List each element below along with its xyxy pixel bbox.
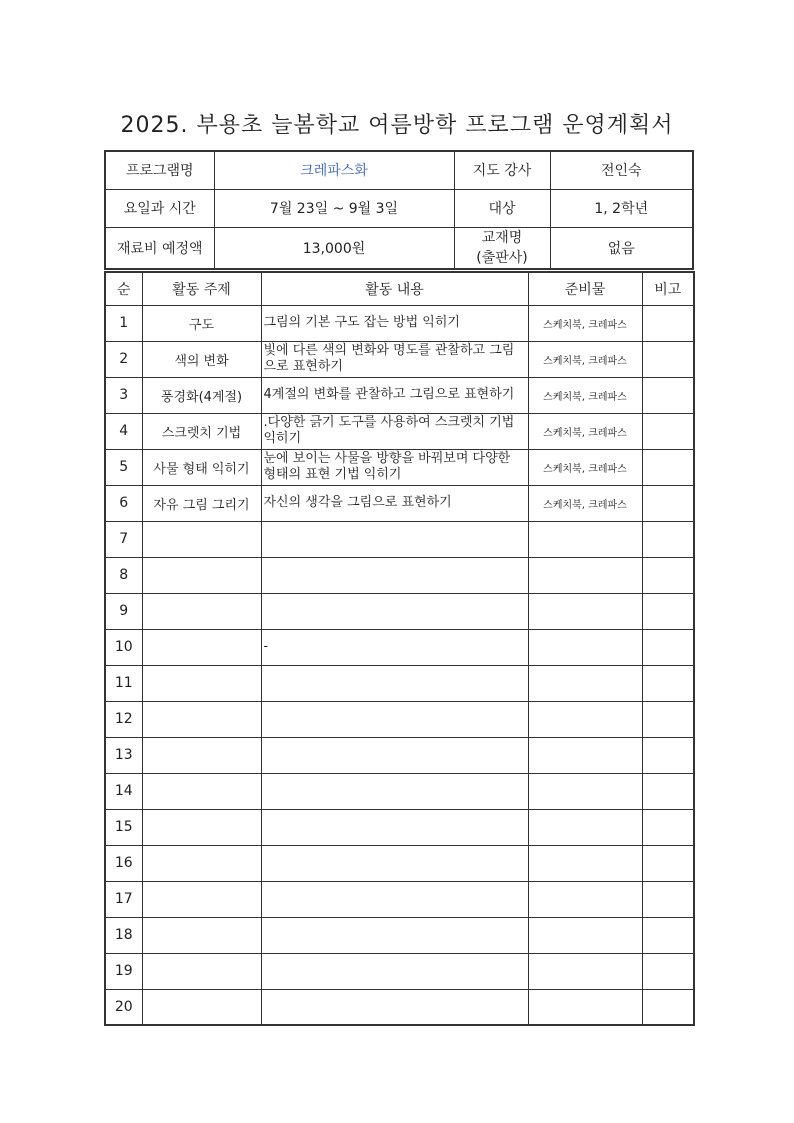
row-content bbox=[261, 773, 528, 809]
row-content: 빛에 다른 색의 변화와 명도를 관찰하고 그림으로 표현하기 bbox=[261, 341, 528, 377]
row-prep bbox=[528, 557, 642, 593]
table-row bbox=[105, 413, 694, 449]
row-topic bbox=[142, 845, 261, 881]
table-row bbox=[105, 881, 694, 917]
row-topic bbox=[142, 809, 261, 845]
row-prep bbox=[528, 845, 642, 881]
row-prep bbox=[528, 665, 642, 701]
row-prep bbox=[528, 809, 642, 845]
row-number: 6 bbox=[105, 485, 142, 521]
row-note bbox=[642, 305, 694, 341]
row-content bbox=[261, 953, 528, 989]
row-content bbox=[261, 593, 528, 629]
row-note bbox=[642, 953, 694, 989]
row-number: 11 bbox=[105, 665, 142, 701]
table-row bbox=[105, 665, 694, 701]
row-content: 그림의 기본 구도 잡는 방법 익히기 bbox=[261, 305, 528, 341]
row-note bbox=[642, 845, 694, 881]
row-note bbox=[642, 773, 694, 809]
row-prep: 스케치북, 크레파스 bbox=[528, 413, 642, 449]
table-row bbox=[105, 521, 694, 557]
row-content bbox=[261, 809, 528, 845]
row-topic bbox=[142, 773, 261, 809]
row-prep bbox=[528, 737, 642, 773]
row-prep: 스케치북, 크레파스 bbox=[528, 377, 642, 413]
row-number: 19 bbox=[105, 953, 142, 989]
row-note bbox=[642, 341, 694, 377]
row-note bbox=[642, 989, 694, 1025]
header-topic: 활동 주제 bbox=[142, 272, 261, 305]
target-value: 1, 2학년 bbox=[550, 189, 693, 227]
row-prep: 스케치북, 크레파스 bbox=[528, 449, 642, 485]
row-note bbox=[642, 413, 694, 449]
row-number: 15 bbox=[105, 809, 142, 845]
row-number: 8 bbox=[105, 557, 142, 593]
textbook-label bbox=[454, 227, 550, 269]
program-name-label: 프로그램명 bbox=[105, 151, 214, 189]
instructor-label: 지도 강사 bbox=[454, 151, 550, 189]
row-content bbox=[261, 521, 528, 557]
row-note bbox=[642, 449, 694, 485]
table-row bbox=[105, 377, 694, 413]
row-note bbox=[642, 665, 694, 701]
material-cost-value: 13,000원 bbox=[214, 227, 454, 269]
activity-plan-table bbox=[104, 271, 695, 1026]
row-number: 2 bbox=[105, 341, 142, 377]
page-title: 2025. 부용초 늘봄학교 여름방학 프로그램 운영계획서 bbox=[120, 113, 674, 138]
table-row bbox=[105, 341, 694, 377]
row-prep: 스케치북, 크레파스 bbox=[528, 341, 642, 377]
table-row bbox=[105, 845, 694, 881]
row-prep: 스케치북, 크레파스 bbox=[528, 485, 642, 521]
row-topic bbox=[142, 593, 261, 629]
table-row bbox=[105, 953, 694, 989]
table-row bbox=[105, 593, 694, 629]
row-topic bbox=[142, 737, 261, 773]
row-prep bbox=[528, 701, 642, 737]
row-topic bbox=[142, 629, 261, 665]
header-no: 순 bbox=[105, 272, 142, 305]
program-name-value: 크레파스화 bbox=[214, 151, 454, 189]
header-prep: 준비물 bbox=[528, 272, 642, 305]
row-topic bbox=[142, 917, 261, 953]
row-number: 12 bbox=[105, 701, 142, 737]
row-prep bbox=[528, 629, 642, 665]
header-note: 비고 bbox=[642, 272, 694, 305]
row-prep bbox=[528, 917, 642, 953]
row-number: 18 bbox=[105, 917, 142, 953]
row-note bbox=[642, 917, 694, 953]
textbook-value: 없음 bbox=[550, 227, 693, 269]
table-row bbox=[105, 629, 694, 665]
row-prep: 스케치북, 크레파스 bbox=[528, 305, 642, 341]
row-content bbox=[261, 665, 528, 701]
table-row bbox=[105, 737, 694, 773]
row-content bbox=[261, 989, 528, 1025]
row-topic bbox=[142, 521, 261, 557]
row-content: .다양한 긁기 도구를 사용하여 스크렛치 기법 익히기 bbox=[261, 413, 528, 449]
row-topic: 구도 bbox=[142, 305, 261, 341]
schedule-label: 요일과 시간 bbox=[105, 189, 214, 227]
row-number: 5 bbox=[105, 449, 142, 485]
row-number: 3 bbox=[105, 377, 142, 413]
row-note bbox=[642, 485, 694, 521]
row-content: 4계절의 변화를 관찰하고 그림으로 표현하기 bbox=[261, 377, 528, 413]
row-prep bbox=[528, 521, 642, 557]
row-topic: 사물 형태 익히기 bbox=[142, 449, 261, 485]
row-content bbox=[261, 557, 528, 593]
row-topic bbox=[142, 557, 261, 593]
material-cost-label: 재료비 예정액 bbox=[105, 227, 214, 269]
row-note bbox=[642, 809, 694, 845]
table-row bbox=[105, 485, 694, 521]
row-note bbox=[642, 557, 694, 593]
row-topic: 색의 변화 bbox=[142, 341, 261, 377]
table-row bbox=[105, 989, 694, 1025]
row-note bbox=[642, 881, 694, 917]
row-content bbox=[261, 737, 528, 773]
table-row bbox=[105, 557, 694, 593]
row-number: 14 bbox=[105, 773, 142, 809]
row-content: 눈에 보이는 사물을 방향을 바꿔보며 다양한 형태의 표현 기법 익히기 bbox=[261, 449, 528, 485]
row-number: 7 bbox=[105, 521, 142, 557]
row-number: 4 bbox=[105, 413, 142, 449]
row-topic bbox=[142, 881, 261, 917]
row-topic bbox=[142, 953, 261, 989]
row-number: 20 bbox=[105, 989, 142, 1025]
table-header-row bbox=[105, 272, 694, 305]
row-topic bbox=[142, 989, 261, 1025]
row-content bbox=[261, 917, 528, 953]
row-prep bbox=[528, 953, 642, 989]
row-number: 10 bbox=[105, 629, 142, 665]
row-topic: 스크렛치 기법 bbox=[142, 413, 261, 449]
schedule-value: 7월 23일 ~ 9월 3일 bbox=[214, 189, 454, 227]
table-row bbox=[105, 917, 694, 953]
row-note bbox=[642, 593, 694, 629]
table-row bbox=[105, 773, 694, 809]
row-note bbox=[642, 629, 694, 665]
row-prep bbox=[528, 881, 642, 917]
row-content bbox=[261, 845, 528, 881]
row-number: 9 bbox=[105, 593, 142, 629]
row-prep bbox=[528, 593, 642, 629]
row-prep bbox=[528, 989, 642, 1025]
row-content bbox=[261, 881, 528, 917]
row-number: 1 bbox=[105, 305, 142, 341]
table-row bbox=[105, 701, 694, 737]
target-label: 대상 bbox=[454, 189, 550, 227]
row-content: - bbox=[261, 629, 528, 665]
row-topic bbox=[142, 701, 261, 737]
row-content: 자신의 생각을 그림으로 표현하기 bbox=[261, 485, 528, 521]
row-number: 17 bbox=[105, 881, 142, 917]
table-row bbox=[105, 305, 694, 341]
row-note bbox=[642, 521, 694, 557]
row-note bbox=[642, 701, 694, 737]
table-row bbox=[105, 809, 694, 845]
textbook-label-line1: 교재명 bbox=[481, 229, 523, 246]
header-content: 활동 내용 bbox=[261, 272, 528, 305]
instructor-value: 전인숙 bbox=[550, 151, 693, 189]
table-row bbox=[105, 449, 694, 485]
row-note bbox=[642, 377, 694, 413]
row-topic: 자유 그림 그리기 bbox=[142, 485, 261, 521]
textbook-label-line2: (출판사) bbox=[476, 249, 528, 266]
row-topic bbox=[142, 665, 261, 701]
row-topic: 풍경화(4계절) bbox=[142, 377, 261, 413]
row-content bbox=[261, 701, 528, 737]
row-number: 13 bbox=[105, 737, 142, 773]
row-number: 16 bbox=[105, 845, 142, 881]
row-prep bbox=[528, 773, 642, 809]
program-info-table bbox=[104, 150, 694, 270]
row-note bbox=[642, 737, 694, 773]
